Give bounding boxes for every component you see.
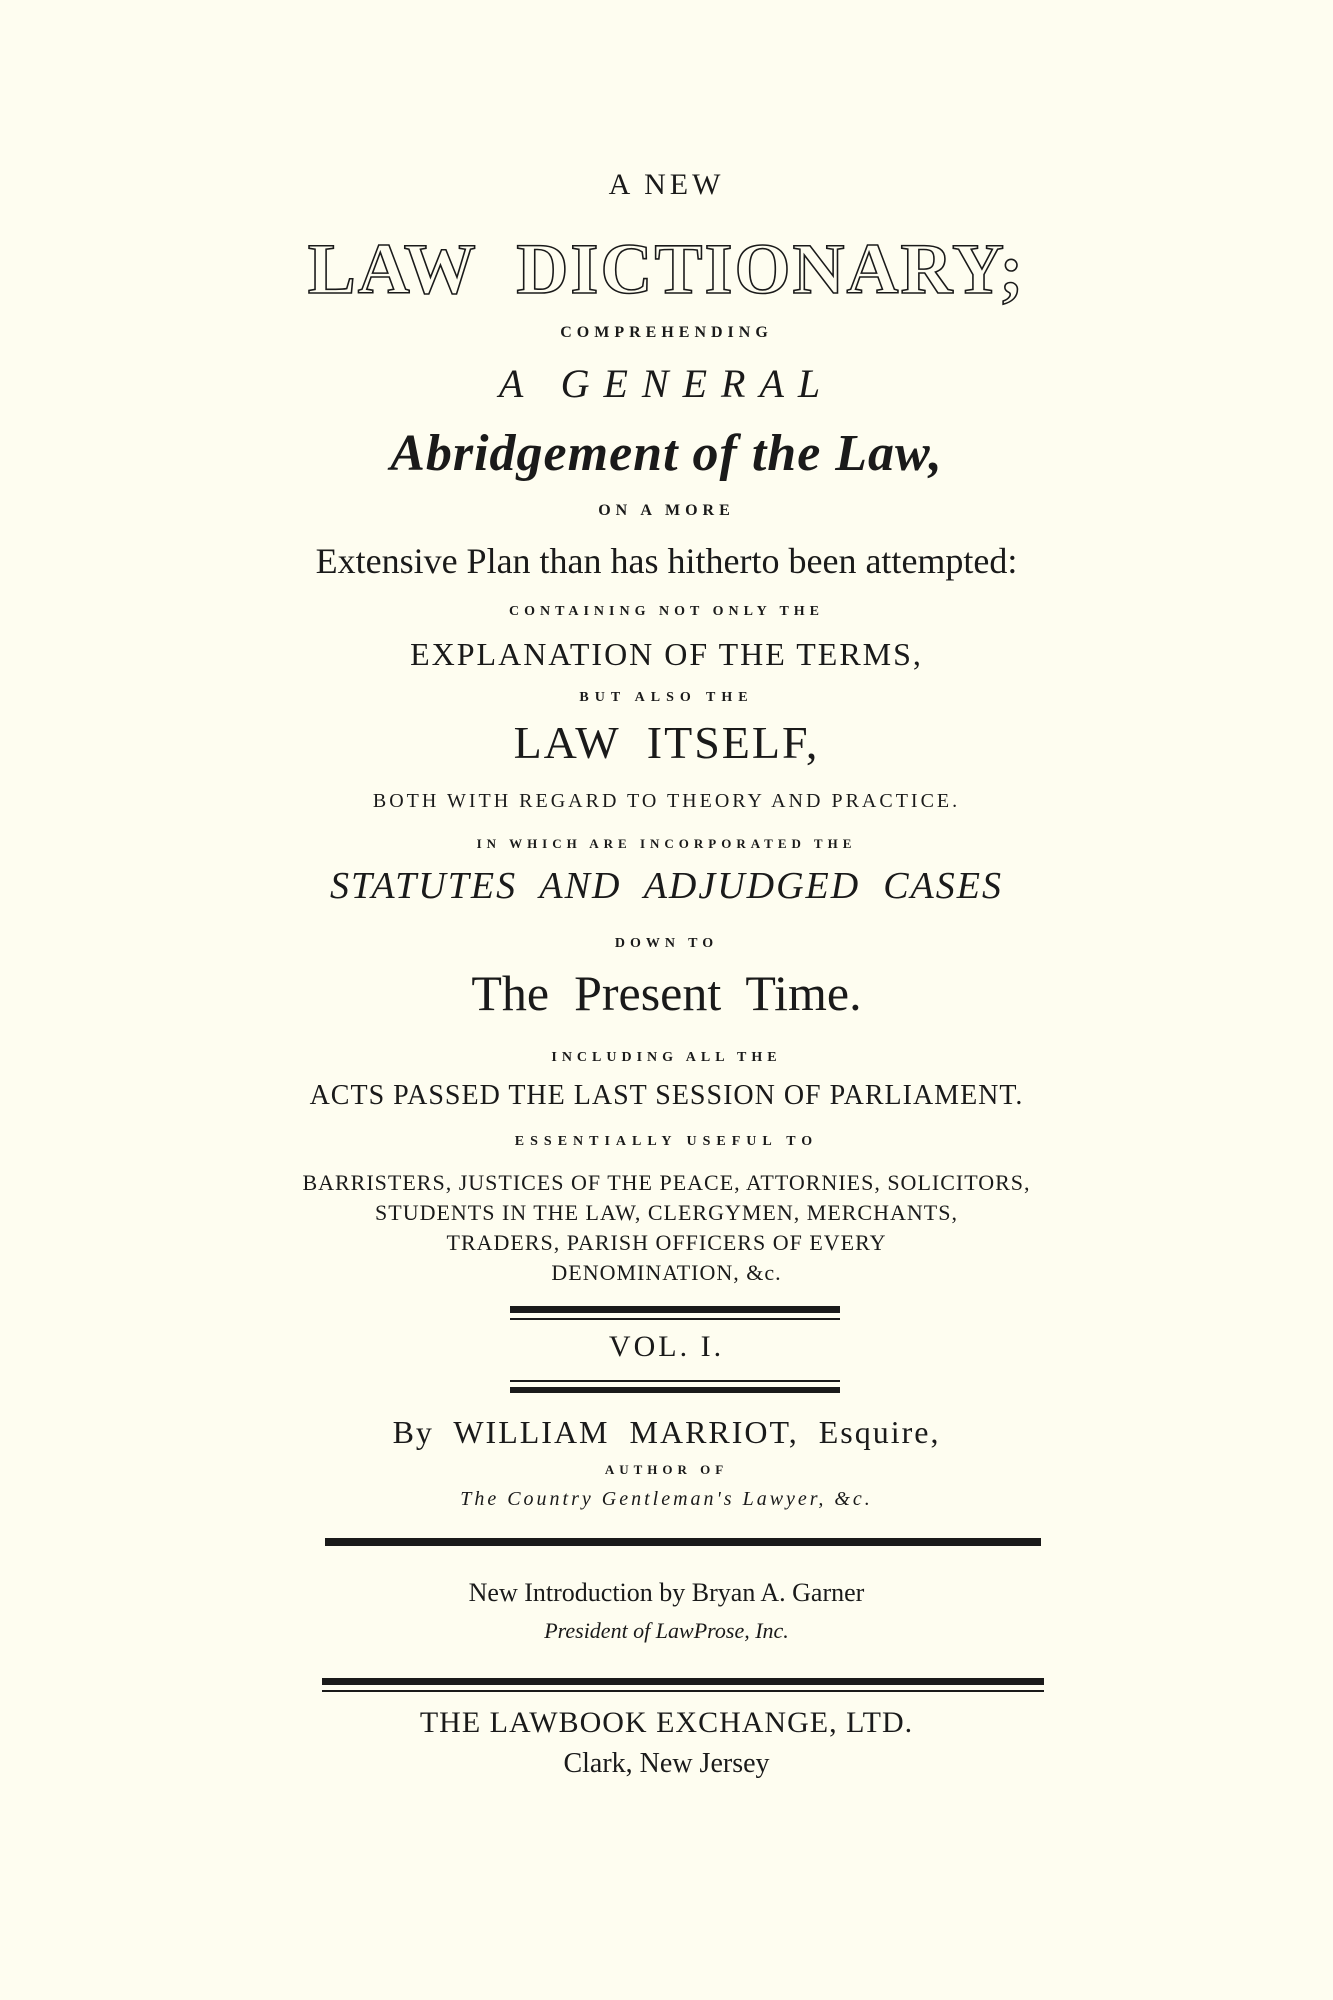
- explanation-line: EXPLANATION OF THE TERMS,: [410, 636, 923, 672]
- down-to-line: DOWN TO: [614, 936, 719, 951]
- introduction-line: New Introduction by Bryan A. Garner: [468, 1578, 865, 1607]
- a-new-line: A NEW: [608, 168, 725, 201]
- including-line: INCLUDING ALL THE: [551, 1050, 782, 1065]
- comprehending-line: COMPREHENDING: [560, 324, 773, 341]
- main-title: LAW DICTIONARY;: [307, 229, 1026, 309]
- audience-line-3: TRADERS, PARISH OFFICERS OF EVERY: [446, 1230, 887, 1255]
- acts-passed-line: ACTS PASSED THE LAST SESSION OF PARLIAMENT.: [309, 1080, 1024, 1111]
- statutes-line: STATUTES AND ADJUDGED CASES: [330, 865, 1003, 907]
- ornamental-rule-1-thin: [510, 1318, 840, 1320]
- author-line: By WILLIAM MARRIOT, Esquire,: [392, 1414, 941, 1450]
- in-which-line: IN WHICH ARE INCORPORATED THE: [476, 836, 857, 851]
- introducer-title-line: President of LawProse, Inc.: [544, 1618, 789, 1643]
- ornamental-rule-3: [325, 1538, 1041, 1546]
- containing-line: CONTAINING NOT ONLY THE: [508, 604, 825, 619]
- essentially-line: ESSENTIALLY USEFUL TO: [514, 1134, 819, 1149]
- ornamental-rule-1: [510, 1306, 840, 1313]
- extensive-plan-line: Extensive Plan than has hitherto been attempted:: [315, 541, 1018, 581]
- abridgement-line: Abridgement of the Law,: [390, 425, 943, 482]
- audience-line-1: BARRISTERS, JUSTICES OF THE PEACE, ATTORNIES, SOLICITORS,: [302, 1170, 1031, 1195]
- both-with-line: BOTH WITH REGARD TO THEORY AND PRACTICE.: [372, 790, 961, 812]
- publisher-location: Clark, New Jersey: [563, 1748, 770, 1779]
- publisher-name: THE LAWBOOK EXCHANGE, LTD.: [419, 1706, 914, 1739]
- author-of-line: AUTHOR OF: [604, 1462, 729, 1477]
- on-a-more-line: ON A MORE: [598, 502, 735, 519]
- but-also-line: BUT ALSO THE: [579, 690, 754, 705]
- volume-label: VOL. I.: [608, 1330, 725, 1363]
- audience-line-2: STUDENTS IN THE LAW, CLERGYMEN, MERCHANTS,: [375, 1200, 958, 1225]
- publisher-rule-thick: [322, 1678, 1044, 1685]
- present-time-line: The Present Time.: [471, 965, 862, 1021]
- audience-line-4: DENOMINATION, &c.: [551, 1260, 782, 1285]
- ornamental-rule-2-thin: [510, 1380, 840, 1382]
- a-general-line: A GENERAL: [498, 361, 835, 406]
- ornamental-rule-2: [510, 1387, 840, 1393]
- law-itself-line: LAW ITSELF,: [513, 717, 820, 768]
- other-work-line: The Country Gentleman's Lawyer, &c.: [460, 1488, 873, 1510]
- publisher-rule-thin: [322, 1690, 1044, 1692]
